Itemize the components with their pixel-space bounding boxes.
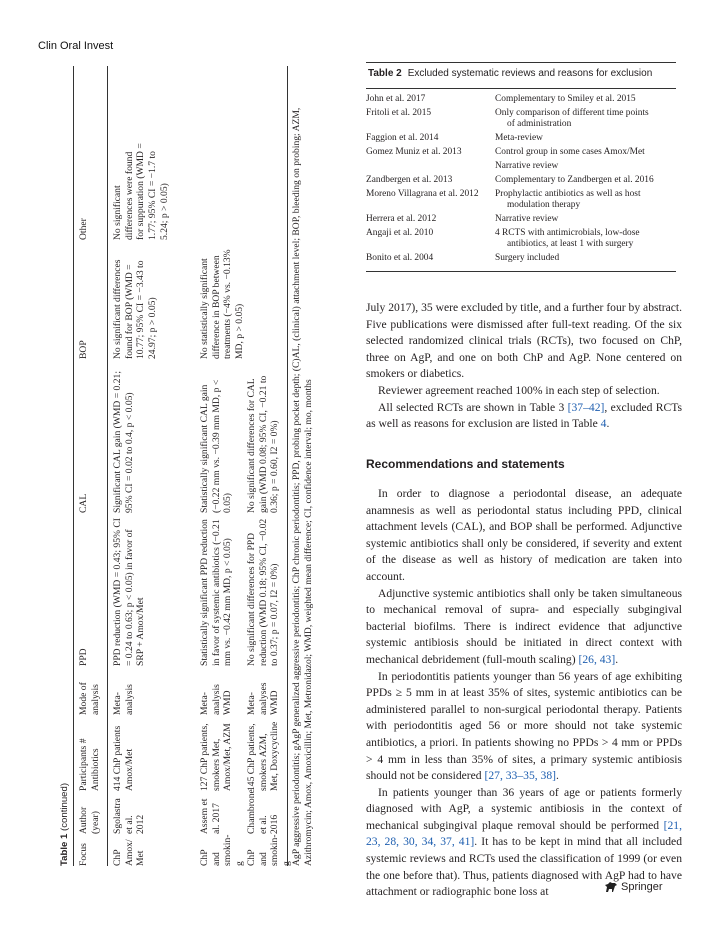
paragraph — [366, 669, 682, 785]
cell-bop: No significant differences found for BOP (WMD = 10.77; 95% CI = −3.43 to 24.97; p > 0.05) — [112, 259, 159, 359]
header-author: Author (year) — [78, 806, 101, 834]
cell-ppd: No significant differences for PPD reduction (WMD 0.18; 95% CI, −0.02 to 0.37; p = 0.07, I2 = 0%) — [246, 518, 281, 666]
cell-focus: ChP and smokin-g — [199, 834, 246, 866]
paragraph — [366, 586, 682, 669]
cell-author: Sgolastra et al. 2012 — [112, 798, 147, 834]
table-row — [366, 147, 676, 158]
header-other: Other — [78, 218, 89, 240]
cell-reason — [495, 108, 675, 131]
cell-reason — [495, 133, 675, 144]
table-row — [366, 133, 676, 144]
cell-mode: Meta-analysis — [112, 684, 135, 715]
citation-link[interactable]: [26, 43] — [578, 652, 616, 666]
table-2-body — [366, 89, 676, 271]
body-text-top — [366, 300, 682, 433]
body-text-bottom — [366, 486, 682, 901]
cell-study: Faggion et al. 2014 — [366, 133, 439, 144]
table-1-label: Table 1 — [59, 833, 70, 866]
cell-reason — [495, 228, 675, 251]
text-run: , excluded RCTs as well as reasons for exclusion are listed in Table — [366, 400, 683, 431]
table-2 — [366, 62, 676, 272]
cell-focus: ChP Amox/ Met — [112, 839, 147, 866]
cell-reason — [495, 189, 675, 212]
table-row — [366, 228, 676, 251]
table-1-caption-rest: (continued) — [59, 782, 70, 831]
table-row — [366, 161, 676, 172]
reason-text-cont: modulation therapy — [507, 200, 581, 211]
cell-participants: 127 ChP patients, smokers Met, Amox/Met, AZM — [199, 723, 234, 791]
table-2-label: Table 2 — [368, 68, 402, 79]
cell-author: Assem et al. 2017 — [199, 798, 222, 834]
cell-mode: Meta-analyses WMD — [246, 682, 281, 715]
reason-text: Surgery included — [495, 253, 560, 264]
citation-link[interactable]: [21, 23, 28, 30, 34, 37, 41] — [366, 818, 682, 849]
table-2-title: Excluded systematic reviews and reasons for exclusion — [407, 68, 653, 79]
reason-text: Complementary to Zandbergen et al. 2016 — [495, 174, 654, 185]
header-participants: Participants # Antibiotics — [78, 738, 101, 791]
citation-link[interactable]: [37–42] — [567, 400, 605, 414]
table-1-caption — [59, 783, 71, 866]
cell-ppd: PPD reduction (WMD = 0.43; 95% CI = 0.24 to 0.63; p < 0.05) in favor of SRP + Amox/Met — [112, 518, 147, 666]
table-rule-bottom — [287, 66, 288, 866]
text-run: . — [556, 769, 559, 783]
cell-cal: Significant CAL gain (WMD = 0.21; 95% CI = 0.02 to 0.4, p < 0.05) — [112, 370, 135, 513]
cell-study: Gomez Muniz et al. 2013 — [366, 147, 462, 158]
table-rule-header — [107, 66, 108, 866]
paragraph: July 2017), 35 were excluded by title, and a further four by abstract. Five publications were dismissed after full-text reading. Of the six selected randomized clinical trials (RCTs), two focused on ChP, three on AgP, and one on both ChP and AgP. None centered on smokers or diabetics. — [366, 301, 682, 381]
reason-text: Prophylactic antibiotics as well as host — [495, 188, 641, 199]
cell-reason — [495, 147, 675, 158]
text-run: . — [606, 417, 610, 431]
cell-study: John et al. 2017 — [366, 94, 426, 104]
cell-reason — [495, 175, 675, 186]
cell-reason — [495, 214, 675, 225]
text-run: Adjunctive systemic antibiotics shall only be taken simultaneous to mechanical removal of supra- and especially subgingival bacterial biofilms. There is indirect evidence that adjunctive systemic antibiosis should be initiated in direct context with mechanical debridement (full-mouth scaling) — [366, 586, 682, 666]
table-2-rule-bottom — [366, 271, 676, 272]
table-link[interactable]: 4 — [600, 417, 607, 431]
table-rule-top — [73, 66, 74, 866]
table-row — [366, 94, 676, 105]
reason-text: Meta-review — [495, 133, 543, 144]
cell-cal: Statistically significant CAL gain (−0.22 mm vs. −0.39 mm MD, p < 0.05) — [199, 379, 234, 513]
cell-reason — [495, 161, 675, 172]
reason-text: Narrative review — [495, 160, 559, 171]
cell-study: Angaji et al. 2010 — [366, 227, 434, 238]
reason-text: 4 RCTS with antimicrobials, low-dose — [495, 227, 640, 238]
header-mode: Mode of analysis — [78, 682, 101, 715]
publisher-name: Springer — [621, 881, 663, 893]
cell-study — [366, 161, 495, 172]
cell-bop: No statistically significant difference in BOP between treatments (−4% vs. −0.13% MD, p > 0.05) — [199, 249, 246, 359]
paragraph: Reviewer agreement reached 100% in each step of selection. — [378, 383, 660, 397]
springer-horse-icon — [604, 881, 618, 893]
section-heading: Recommendations and statements — [366, 457, 565, 471]
citation-link[interactable]: [27, 33–35, 38] — [484, 769, 556, 783]
reason-text: Narrative review — [495, 213, 559, 224]
table-1 — [59, 66, 323, 866]
cell-ppd: Statistically significant PPD reduction in favor of systemic antibiotics (−0.21 mm vs. −0.42 mm MD, p < 0.05) — [199, 519, 234, 666]
cell-participants: 145 ChP patients, smokers AZM, Met, Doxycycline — [246, 721, 281, 791]
table-row — [366, 189, 676, 212]
table-row — [366, 175, 676, 186]
header-ppd: PPD — [78, 648, 89, 666]
text-run: . — [615, 652, 619, 666]
table-2-caption — [366, 63, 676, 88]
cell-author: Chambrone et al. 2016 — [246, 789, 281, 834]
cell-other: No significant differences were found for suppuration (WMD = 1.77; 95% CI = −1.7 to 5.24; p > 0.05) — [112, 143, 170, 240]
paragraph — [366, 400, 682, 433]
reason-text: Complementary to Smiley et al. 2015 — [495, 94, 636, 104]
header-cal: CAL — [78, 493, 89, 513]
text-run: In periodontitis patients younger than 56 years of age exhibiting PPDs ≥ 5 mm in at least 35% of sites, systemic antibiotics can be administered parallel to non-surgical periodontal therapy. Patients with periodontitis aged 56 or more should not take systemic antibiotics, a priori. In patients showing no PPDs > 4 mm or PPDs > 4 mm in less than 35% of sites, a primary systemic antibiosis should not be considered — [366, 669, 682, 783]
reason-text-cont: antibiotics, at least 1 with surgery — [507, 239, 634, 250]
journal-name: Clin Oral Invest — [38, 40, 114, 52]
cell-study: Zandbergen et al. 2013 — [366, 174, 453, 185]
header-focus: Focus — [78, 843, 89, 866]
header-bop: BOP — [78, 340, 89, 359]
text-run: . It has to be kept in mind that all included systemic reviews and RCTs used the classification of 1999 (or even the one before that). Thus, patients diagnosed with AgP had to have attachment or radiographic bone loss at — [366, 835, 682, 899]
cell-study: Fritoli et al. 2015 — [366, 107, 432, 118]
reason-text: Only comparison of different time points — [495, 107, 649, 118]
table-row — [366, 108, 676, 131]
table-row — [366, 214, 676, 225]
cell-reason — [495, 253, 675, 264]
table-row — [366, 253, 676, 264]
cell-study: Herrera et al. 2012 — [366, 213, 437, 224]
paragraph: In order to diagnose a periodontal disease, an adequate anamnesis as well as periodontal status including PPD, clinical attachment levels (CAL), and BOP shall be performed. Adjunctive systemic antibiotics shall only be considered, if severity and extent of the disease as well as history of medication are taken into account. — [366, 487, 682, 583]
table-footnote: AgP aggressive periodontitis; gAgP generalized aggressive periodontitis; ChP chronic periodontitis; PPD, probing pocket depth; (C)AL, (clinical) attachment level; BOP, bleeding on probing; AZM, Azithromycin; Amox, Amoxicillin; Met, Metronidazol; WMD, weighted mean difference; CI, confidence interval; mo, months — [291, 107, 314, 866]
cell-study: Bonito et al. 2004 — [366, 253, 434, 264]
text-run: All selected RCTs are shown in Table 3 — [378, 400, 568, 414]
cell-study: Moreno Villagrana et al. 2012 — [366, 188, 479, 199]
reason-text-cont: of administration — [507, 119, 572, 130]
cell-participants: 414 ChP patients Amox/Met — [112, 725, 135, 791]
cell-focus: ChP and smokin-g — [246, 834, 293, 866]
publisher-logo — [604, 881, 663, 893]
text-run: In patients younger than 36 years of age or patients formerly diagnosed with AgP, a systemic antibiosis in the context of mechanical subgingival plaque removal should be performed — [366, 785, 682, 832]
cell-reason — [495, 94, 675, 105]
cell-mode: Meta-analysis WMD — [199, 684, 234, 715]
cell-cal: No significant differences for CAL gain (WMD 0.08; 95% CI, −0.21 to 0.36; p = 0.60, I2 = 0%) — [246, 375, 281, 513]
reason-text: Control group in some cases Amox/Met — [495, 147, 645, 158]
